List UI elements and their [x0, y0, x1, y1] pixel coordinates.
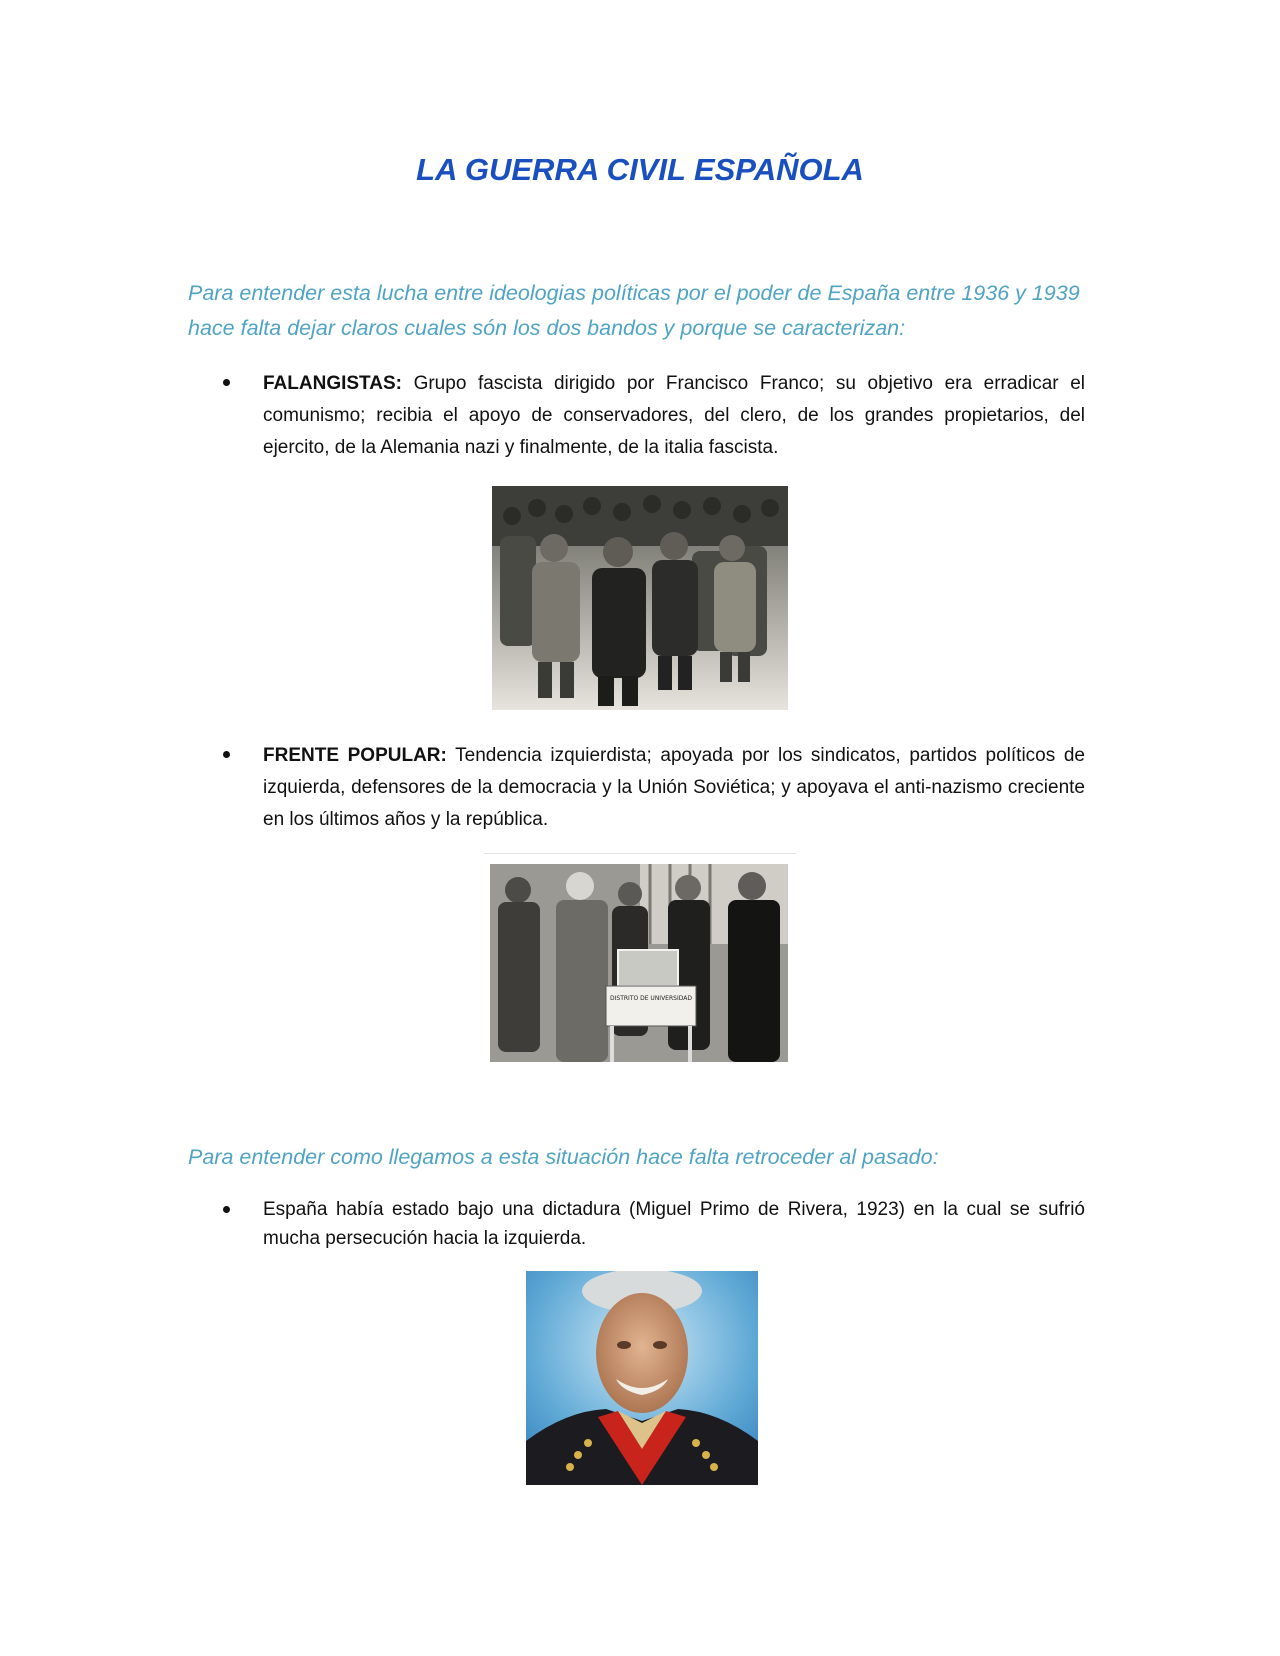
bullet-text: España había estado bajo una dictadura (Miguel Primo de Rivera, 1923) en la cual se sufrió mucha persecución hacia la izquierda.	[263, 1199, 1085, 1249]
photo-top-rule	[484, 853, 796, 854]
portrait-primo-de-rivera	[526, 1271, 758, 1485]
bullet-dot-icon	[223, 1206, 230, 1213]
bullet-primo-de-rivera	[223, 1195, 1085, 1253]
intro-paragraph-bandos: Para entender esta lucha entre ideologias políticas por el poder de España entre 1936 y 1939 hace falta dejar claros cuales són los dos bandos y porque se caracterizan:	[188, 281, 1080, 340]
bullet-body: Tendencia izquierdista; apoyada por los sindicatos, partidos políticos de izquierda, defensores de la democracia y la Unión Soviética; y apoyava el anti-nazismo creciente en los últimos años y la república.	[263, 745, 1085, 830]
ballot-box-label: DISTRITO DE UNIVERSIDAD	[610, 995, 692, 1002]
bullet-falangistas	[223, 368, 1085, 464]
bullet-body: Grupo fascista dirigido por Francisco Franco; su objetivo era erradicar el comunismo; recibia el apoyo de conservadores, del clero, de los grandes propietarios, del ejercito, de la Alemania nazi y finalmente, de la italia fascista.	[263, 373, 1085, 458]
bullet-frente-popular	[223, 740, 1085, 836]
page-title: LA GUERRA CIVIL ESPAÑOLA	[416, 152, 864, 187]
bullet-dot-icon	[223, 379, 230, 386]
bullet-text	[263, 368, 1085, 464]
photo-franco-officers	[492, 486, 788, 710]
bullet-label: FALANGISTAS:	[263, 373, 402, 394]
bullet-label: FRENTE POPULAR:	[263, 745, 447, 766]
photo-frente-popular-vote	[490, 864, 788, 1062]
bullet-text	[263, 740, 1085, 836]
intro-paragraph-pasado: Para entender como llegamos a esta situación hace falta retroceder al pasado:	[188, 1145, 939, 1169]
bullet-dot-icon	[223, 751, 230, 758]
